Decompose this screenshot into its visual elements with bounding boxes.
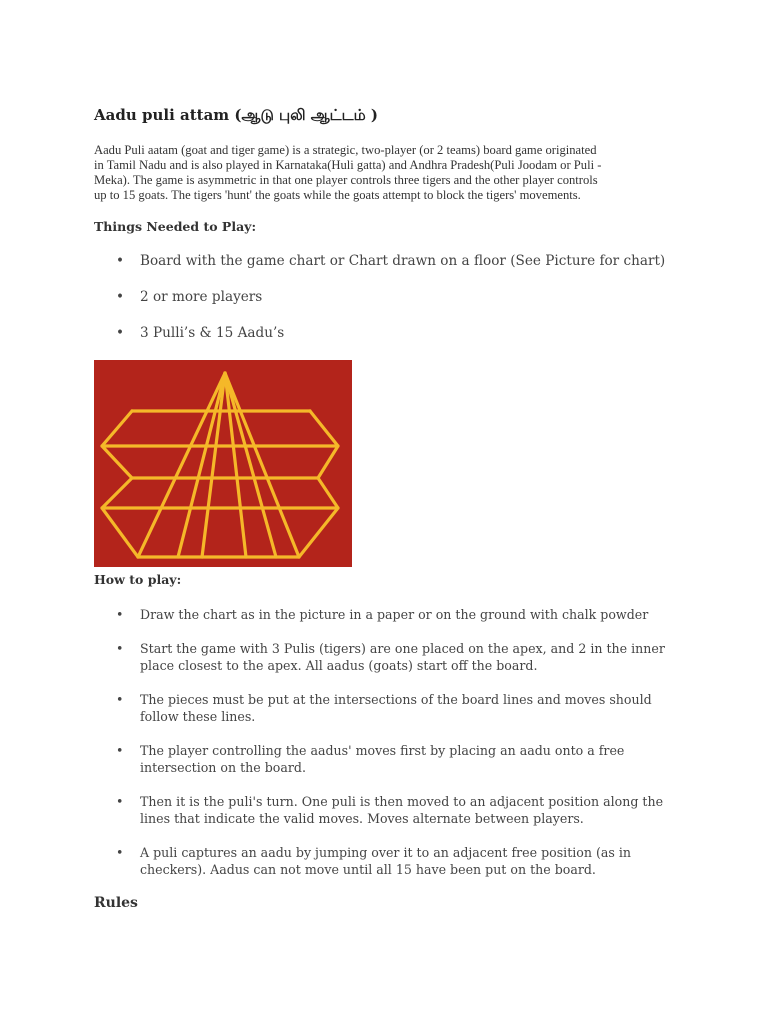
how-to-play-heading: How to play: (94, 572, 182, 587)
board-right-edge (299, 411, 338, 557)
rules-heading: Rules (94, 895, 138, 911)
list-item (94, 742, 694, 776)
list-item-text: A puli captures an aadu by jumping over it to an adjacent free position (as in (140, 845, 632, 860)
list-item (94, 844, 694, 878)
list-item-text: intersection on the board. (140, 760, 306, 775)
intro-line: up to 15 goats. The tigers 'hunt' the goats while the goats attempt to block the tigers' movements. (94, 188, 581, 202)
board-ray-line (225, 373, 276, 557)
bullet-icon: • (116, 845, 124, 860)
game-board-image (94, 360, 352, 567)
bullet-icon: • (116, 289, 125, 305)
bullet-icon: • (116, 641, 124, 656)
board-ray-line (178, 373, 225, 557)
intro-line: Meka). The game is asymmetric in that one player controls three tigers and the other player controls (94, 173, 598, 187)
list-item-text: Then it is the puli's turn. One puli is then moved to an adjacent position along the (140, 794, 664, 809)
bullet-icon: • (116, 607, 124, 622)
intro-line: in Tamil Nadu and is also played in Karnataka(Huli gatta) and Andhra Pradesh(Puli Joodam or Puli - (94, 158, 602, 172)
list-item-text: 2 or more players (140, 289, 263, 305)
list-item (94, 288, 694, 324)
list-item-text: place closest to the apex. All aadus (goats) start off the board. (140, 658, 538, 673)
list-item-text: lines that indicate the valid moves. Moves alternate between players. (140, 811, 584, 826)
bullet-icon: • (116, 325, 125, 341)
board-left-edge (102, 411, 138, 557)
list-item (94, 606, 694, 623)
things-needed-list (94, 252, 694, 360)
list-item (94, 252, 694, 288)
intro-line: Aadu Puli aatam (goat and tiger game) is a strategic, two-player (or 2 teams) board game originated (94, 143, 597, 157)
bullet-icon: • (116, 692, 124, 707)
list-item-text: The player controlling the aadus' moves first by placing an aadu onto a free (140, 743, 625, 758)
bullet-icon: • (116, 253, 125, 269)
game-board-chart (94, 360, 352, 567)
list-item-text: 3 Pulli’s & 15 Aadu’s (140, 325, 285, 341)
bullet-icon: • (116, 794, 124, 809)
list-item-text: The pieces must be put at the intersections of the board lines and moves should (140, 692, 652, 707)
page-title: Aadu puli attam (ஆடு புலி ஆட்டம் ) (94, 106, 378, 124)
list-item-text: follow these lines. (140, 709, 256, 724)
list-item (94, 793, 694, 827)
list-item-text: Start the game with 3 Pulis (tigers) are one placed on the apex, and 2 in the inner (140, 641, 665, 656)
list-item-text: Board with the game chart or Chart drawn on a floor (See Picture for chart) (140, 253, 666, 269)
list-item-text: checkers). Aadus can not move until all 15 have been put on the board. (140, 862, 596, 877)
things-needed-heading: Things Needed to Play: (94, 219, 257, 234)
intro-paragraph (94, 143, 674, 203)
list-item-text: Draw the chart as in the picture in a paper or on the ground with chalk powder (140, 607, 649, 622)
list-item (94, 691, 694, 725)
list-item (94, 640, 694, 674)
list-item (94, 324, 694, 360)
bullet-icon: • (116, 743, 124, 758)
how-to-play-list (94, 606, 694, 895)
